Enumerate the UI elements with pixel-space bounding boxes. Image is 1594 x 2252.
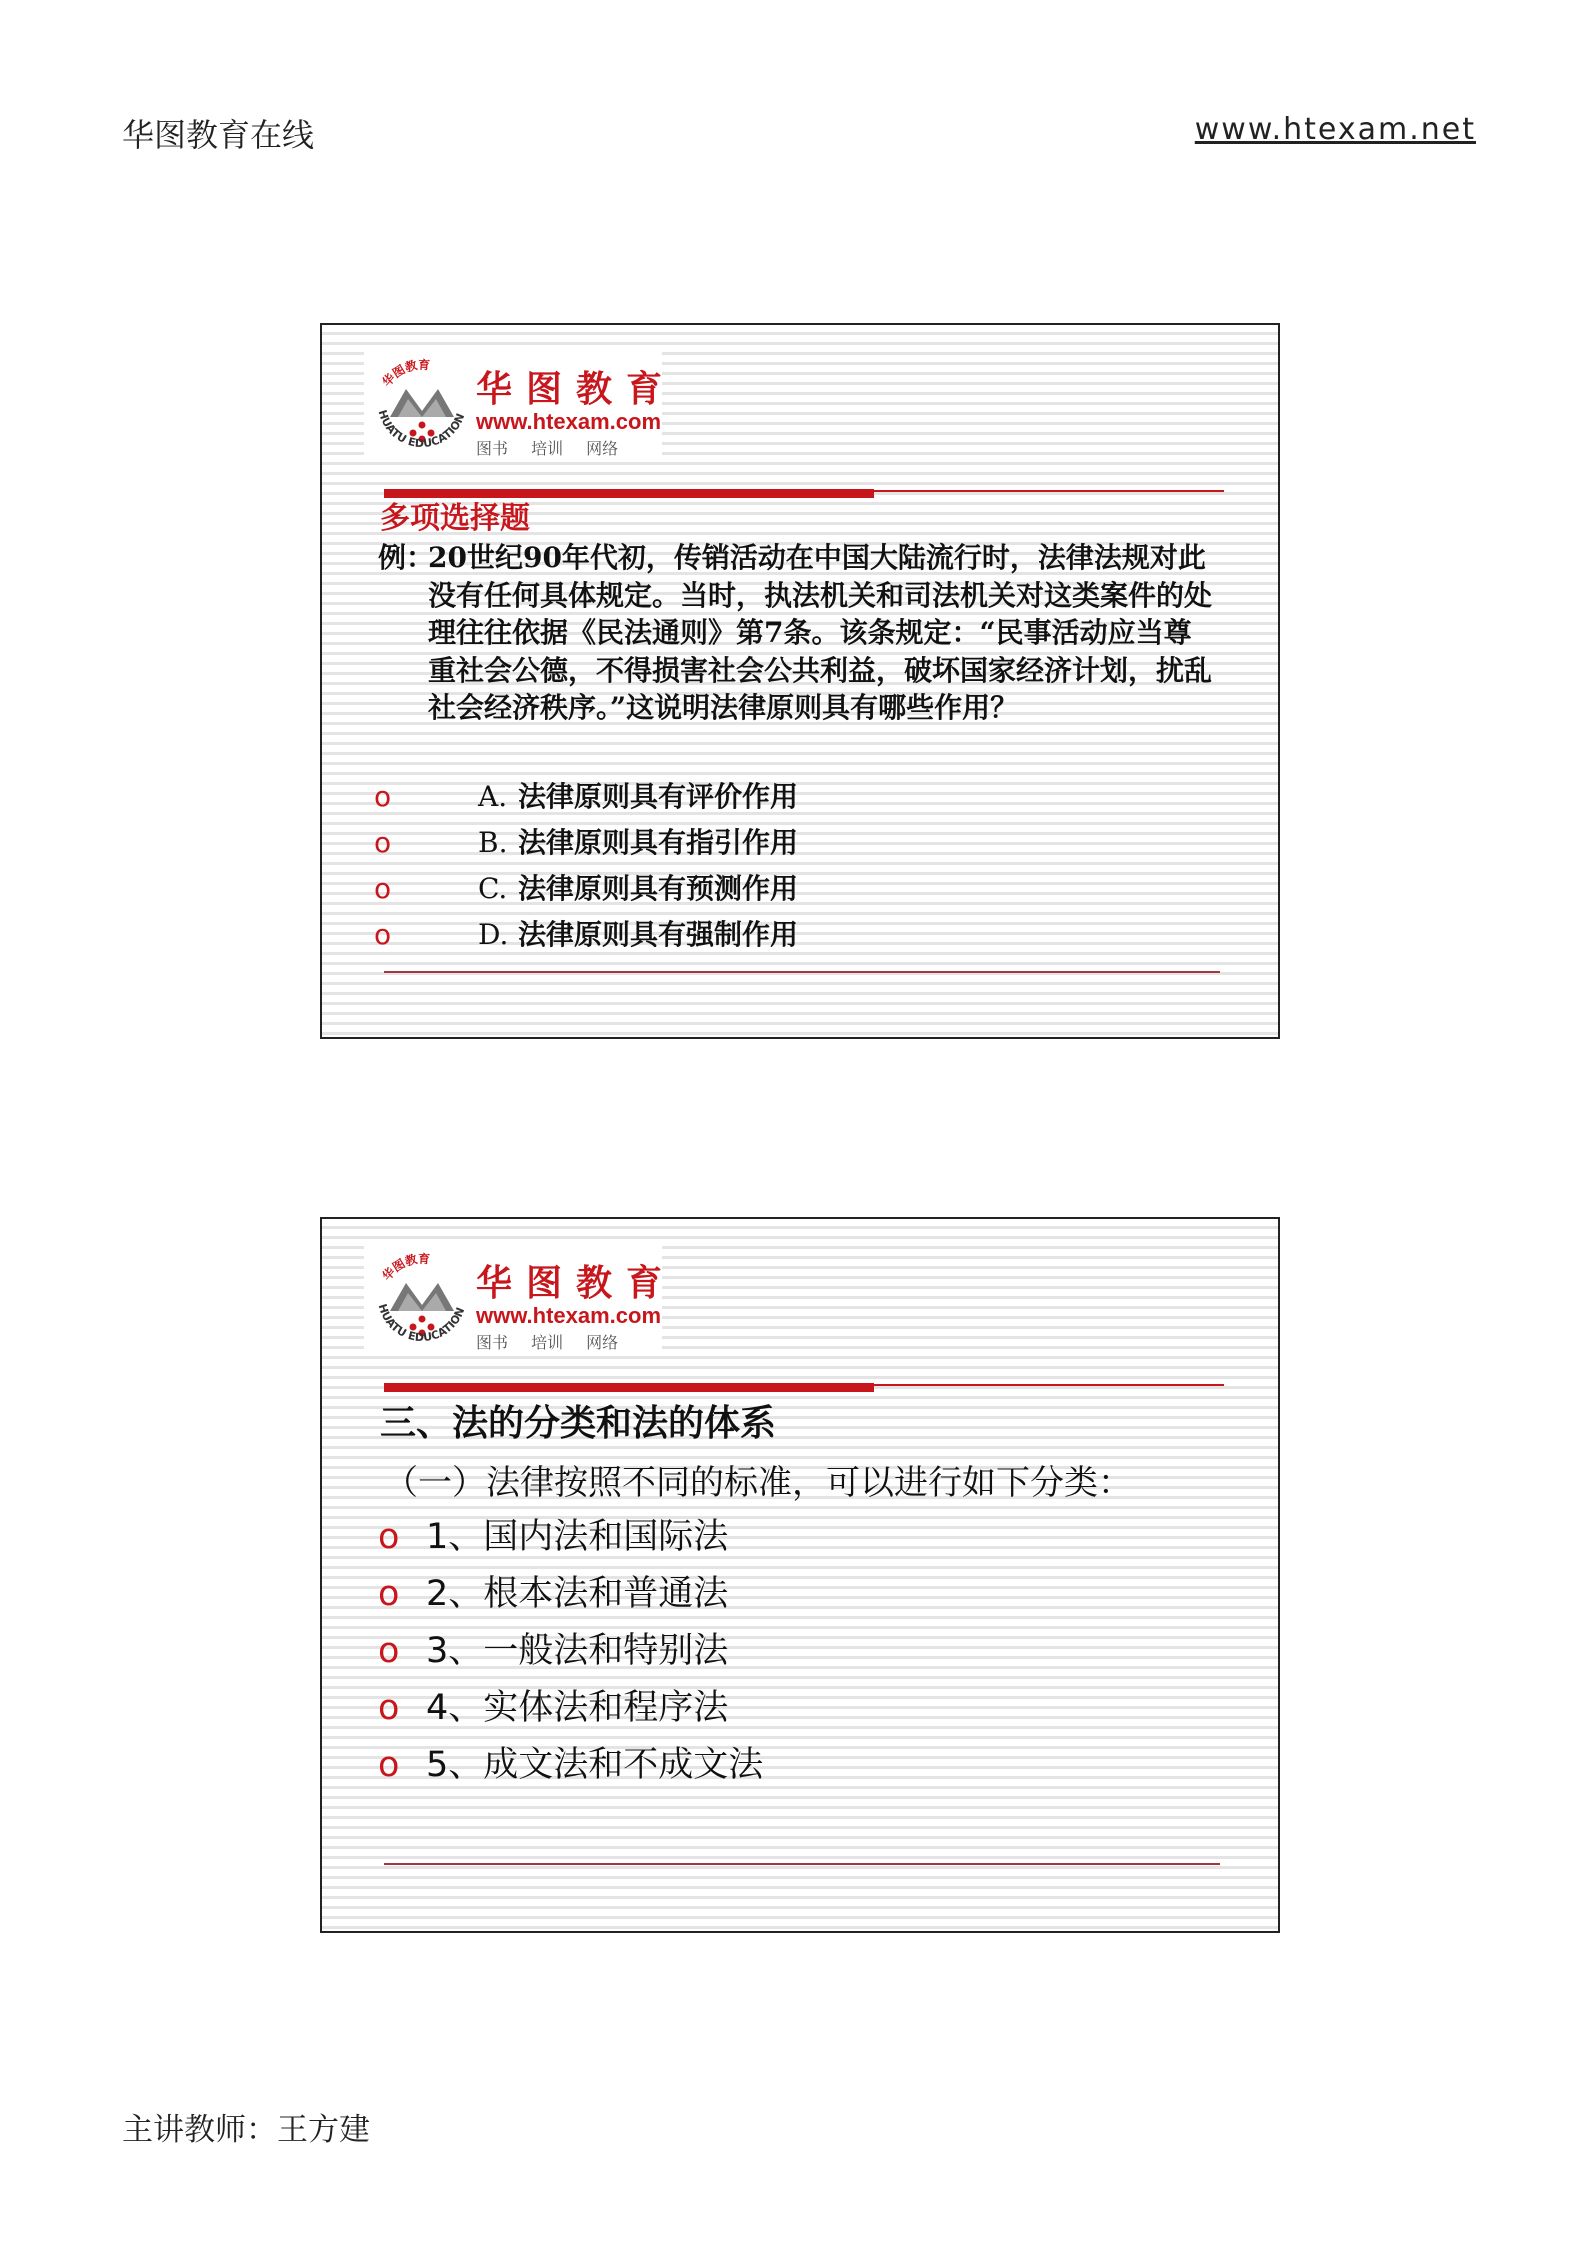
bullet-icon: o	[374, 918, 392, 951]
title-bar-thin	[874, 490, 1224, 492]
svg-text:HUATU EDUCATION: HUATU EDUCATION	[375, 1302, 468, 1345]
svg-text:华图教育: 华图教育	[379, 357, 431, 390]
slide-title: 三、法的分类和法的体系	[380, 1403, 777, 1444]
bullet-icon: o	[374, 826, 392, 859]
logo-brand-name: 华图教育	[476, 1263, 677, 1304]
option-letter: D.	[478, 918, 509, 951]
list-item	[378, 1737, 763, 1787]
bullet-icon: o	[378, 1574, 400, 1614]
page-header-url[interactable]: www.htexam.net	[1194, 112, 1476, 147]
page-header-title: 华图教育在线	[122, 116, 315, 154]
option-text: 法律原则具有指引作用	[518, 826, 799, 859]
option-text: 法律原则具有预测作用	[518, 872, 799, 905]
slide-bottom-rule	[384, 1863, 1220, 1865]
option-text: 法律原则具有评价作用	[518, 780, 799, 813]
emblem-ring-text	[368, 353, 476, 461]
slide-bottom-rule	[384, 971, 1220, 973]
option-letter: B.	[478, 826, 508, 859]
bullet-icon: o	[374, 872, 392, 905]
title-bar-thick	[384, 1383, 874, 1392]
option-c	[374, 867, 798, 907]
huatu-logo	[364, 349, 677, 461]
bullet-icon: o	[378, 1517, 400, 1557]
option-text: 法律原则具有强制作用	[518, 918, 799, 951]
item-number: 1	[426, 1517, 449, 1557]
option-letter: A.	[478, 780, 508, 813]
item-number: 4	[426, 1688, 449, 1728]
logo-brand-name: 华图教育	[476, 369, 677, 410]
bullet-icon: o	[378, 1745, 400, 1785]
logo-tagline: 图书 培训 网络	[476, 439, 619, 458]
item-text: 、国内法和国际法	[448, 1517, 729, 1557]
slide-1	[320, 323, 1280, 1039]
list-item	[378, 1509, 728, 1559]
item-number: 2	[426, 1574, 449, 1614]
question-text: 20世纪90年代初，传销活动在中国大陆流行时，法律法规对此没有任何具体规定。当时，执法机关和司法机关对这类案件的处理往往依据《民法通则》第7条。该条规定：“民事活动应当尊重社会公德，不得损害社会公共利益，破坏国家经济计划，扰乱社会经济秩序。”这说明法律原则具有哪些作用？	[428, 541, 1213, 724]
svg-text:华图教育: 华图教育	[379, 1251, 431, 1284]
item-number: 3	[426, 1631, 449, 1671]
emblem-ring-text	[368, 1247, 476, 1355]
question-label: 例：	[378, 541, 435, 574]
option-b	[374, 821, 798, 861]
list-item	[378, 1566, 728, 1616]
logo-url: www.htexam.com	[476, 1303, 662, 1328]
list-item	[378, 1623, 728, 1673]
title-bar-thin	[874, 1384, 1224, 1386]
slide-2	[320, 1217, 1280, 1933]
list-item	[378, 1680, 728, 1730]
option-d	[374, 913, 798, 953]
huatu-logo	[364, 1243, 677, 1355]
bullet-icon: o	[374, 780, 392, 813]
item-text: 、实体法和程序法	[448, 1688, 729, 1728]
option-letter: C.	[478, 872, 508, 905]
logo-tagline: 图书 培训 网络	[476, 1333, 619, 1352]
bullet-icon: o	[378, 1631, 400, 1671]
item-text: 、成文法和不成文法	[448, 1745, 764, 1785]
page-footer-instructor: 主讲教师：王方建	[122, 2112, 370, 2148]
bullet-icon: o	[378, 1688, 400, 1728]
logo-url: www.htexam.com	[476, 409, 662, 434]
svg-text:HUATU EDUCATION: HUATU EDUCATION	[375, 408, 468, 451]
item-number: 5	[426, 1745, 449, 1785]
item-text: 、一般法和特别法	[448, 1631, 729, 1671]
question-block	[378, 539, 1218, 727]
slide-title: 多项选择题	[380, 501, 530, 536]
slide-subtitle: （一）法律按照不同的标准，可以进行如下分类：	[384, 1463, 1132, 1503]
option-a	[374, 775, 798, 815]
item-text: 、根本法和普通法	[448, 1574, 729, 1614]
